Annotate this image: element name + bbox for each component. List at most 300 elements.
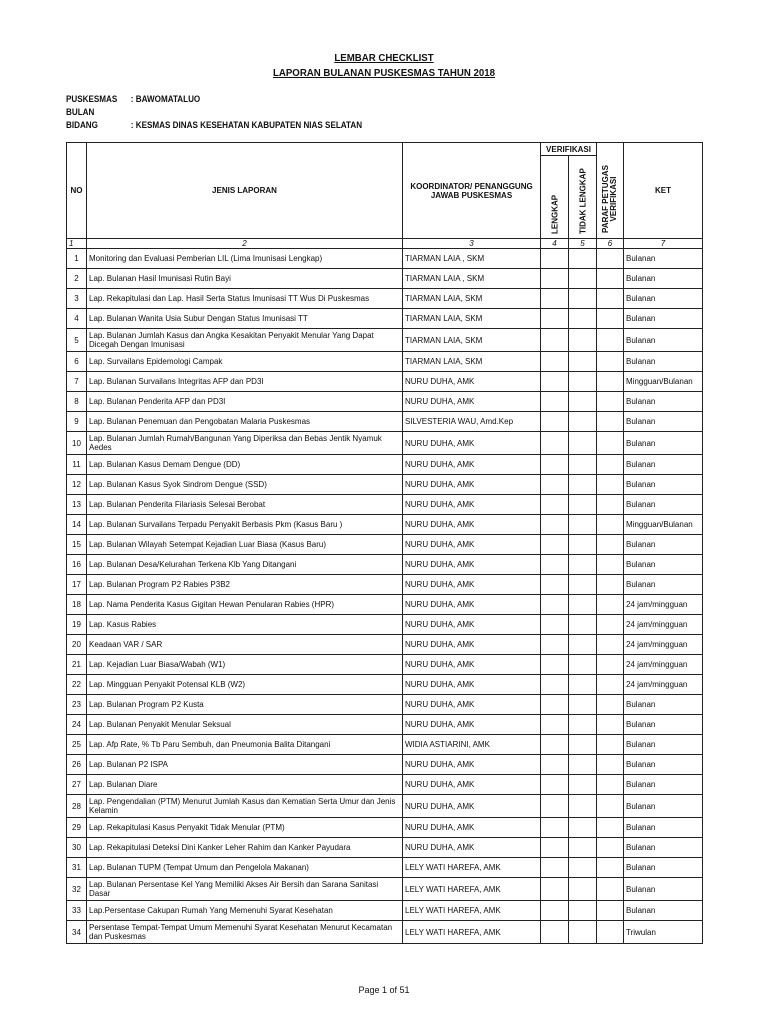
row-number: 20 (67, 635, 87, 655)
row-ket: Bulanan (624, 555, 703, 575)
row-lengkap-cell[interactable] (541, 735, 569, 755)
table-row (67, 818, 703, 838)
row-tidak-lengkap-cell[interactable] (569, 715, 597, 735)
row-jenis-laporan: Keadaan VAR / SAR (87, 635, 403, 655)
row-lengkap-cell[interactable] (541, 432, 569, 455)
row-lengkap-cell[interactable] (541, 249, 569, 269)
row-paraf-cell[interactable] (597, 575, 624, 595)
row-koordinator: NURU DUHA, AMK (403, 635, 541, 655)
row-tidak-lengkap-cell[interactable] (569, 372, 597, 392)
row-koordinator: TIARMAN LAIA, SKM (403, 352, 541, 372)
row-paraf-cell[interactable] (597, 775, 624, 795)
row-ket: Bulanan (624, 735, 703, 755)
row-paraf-cell[interactable] (597, 392, 624, 412)
row-tidak-lengkap-cell[interactable] (569, 878, 597, 901)
row-number: 30 (67, 838, 87, 858)
table-row (67, 695, 703, 715)
row-paraf-cell[interactable] (597, 412, 624, 432)
table-row (67, 432, 703, 455)
row-jenis-laporan: Persentase Tempat-Tempat Umum Memenuhi Syarat Kesehatan Menurut Kecamatan dan Puskesmas (87, 921, 403, 944)
table-row (67, 615, 703, 635)
row-ket: Bulanan (624, 329, 703, 352)
header-tidak-lengkap-label: TIDAK LENGKAP (578, 168, 587, 234)
row-jenis-laporan: Lap. Bulanan Kasus Demam Dengue (DD) (87, 455, 403, 475)
row-lengkap-cell[interactable] (541, 595, 569, 615)
row-jenis-laporan: Lap. Bulanan Desa/Kelurahan Terkena Klb Yang Ditangani (87, 555, 403, 575)
row-ket: Bulanan (624, 535, 703, 555)
table-row (67, 495, 703, 515)
row-number: 3 (67, 289, 87, 309)
row-lengkap-cell[interactable] (541, 715, 569, 735)
row-tidak-lengkap-cell[interactable] (569, 858, 597, 878)
header-koordinator: KOORDINATOR/ PENANGGUNG JAWAB PUSKESMAS (403, 143, 541, 239)
row-ket: Bulanan (624, 575, 703, 595)
row-lengkap-cell[interactable] (541, 695, 569, 715)
row-koordinator: NURU DUHA, AMK (403, 675, 541, 695)
table-row (67, 858, 703, 878)
row-paraf-cell[interactable] (597, 555, 624, 575)
row-jenis-laporan: Lap. Bulanan TUPM (Tempat Umum dan Pengelola Makanan) (87, 858, 403, 878)
row-lengkap-cell[interactable] (541, 309, 569, 329)
table-row (67, 635, 703, 655)
row-jenis-laporan: Lap.Persentase Cakupan Rumah Yang Memenuhi Syarat Kesehatan (87, 901, 403, 921)
row-tidak-lengkap-cell[interactable] (569, 289, 597, 309)
row-lengkap-cell[interactable] (541, 675, 569, 695)
row-jenis-laporan: Lap. Kasus Rabies (87, 615, 403, 635)
row-lengkap-cell[interactable] (541, 289, 569, 309)
row-koordinator: NURU DUHA, AMK (403, 715, 541, 735)
info-label: BIDANG (66, 120, 98, 130)
table-row (67, 535, 703, 555)
row-number: 16 (67, 555, 87, 575)
column-index-row (67, 239, 703, 249)
row-ket: 24 jam/mingguan (624, 655, 703, 675)
column-index: 1 (67, 239, 87, 249)
table-row (67, 289, 703, 309)
row-lengkap-cell[interactable] (541, 755, 569, 775)
row-number: 26 (67, 755, 87, 775)
row-tidak-lengkap-cell[interactable] (569, 392, 597, 412)
row-jenis-laporan: Lap. Bulanan Penyakit Menular Seksual (87, 715, 403, 735)
row-tidak-lengkap-cell[interactable] (569, 535, 597, 555)
row-paraf-cell[interactable] (597, 595, 624, 615)
row-paraf-cell[interactable] (597, 818, 624, 838)
row-koordinator: NURU DUHA, AMK (403, 555, 541, 575)
row-tidak-lengkap-cell[interactable] (569, 329, 597, 352)
row-number: 28 (67, 795, 87, 818)
table-row (67, 655, 703, 675)
row-paraf-cell[interactable] (597, 372, 624, 392)
row-lengkap-cell[interactable] (541, 795, 569, 818)
row-jenis-laporan: Lap. Bulanan Wanita Usia Subur Dengan Status Imunisasi TT (87, 309, 403, 329)
row-paraf-cell[interactable] (597, 838, 624, 858)
table-row (67, 392, 703, 412)
table-row (67, 412, 703, 432)
row-jenis-laporan: Lap. Bulanan Jumlah Rumah/Bangunan Yang Diperiksa dan Bebas Jentik Nyamuk Aedes (87, 432, 403, 455)
row-paraf-cell[interactable] (597, 249, 624, 269)
table-row (67, 735, 703, 755)
row-number: 34 (67, 921, 87, 944)
row-lengkap-cell[interactable] (541, 635, 569, 655)
row-lengkap-cell[interactable] (541, 329, 569, 352)
row-jenis-laporan: Lap. Rekapitulasi Deteksi Dini Kanker Leher Rahim dan Kanker Payudara (87, 838, 403, 858)
row-jenis-laporan: Lap. Bulanan Jumlah Kasus dan Angka Kesakitan Penyakit Menular Yang Dapat Dicegah Dengan Imunisasi (87, 329, 403, 352)
row-number: 24 (67, 715, 87, 735)
table-row (67, 921, 703, 944)
row-tidak-lengkap-cell[interactable] (569, 269, 597, 289)
row-lengkap-cell[interactable] (541, 535, 569, 555)
row-koordinator: NURU DUHA, AMK (403, 695, 541, 715)
row-paraf-cell[interactable] (597, 858, 624, 878)
row-jenis-laporan: Lap. Bulanan Survailans Integritas AFP dan PD3I (87, 372, 403, 392)
row-number: 15 (67, 535, 87, 555)
row-lengkap-cell[interactable] (541, 818, 569, 838)
row-ket: Mingguan/Bulanan (624, 515, 703, 535)
column-index: 4 (541, 239, 569, 249)
table-row (67, 901, 703, 921)
header-paraf-label: PARAF PETUGAS VERIFIKASI (601, 165, 618, 233)
row-paraf-cell[interactable] (597, 615, 624, 635)
row-number: 29 (67, 818, 87, 838)
header-tidak-lengkap (569, 156, 597, 239)
info-label: PUSKESMAS (66, 94, 118, 104)
row-koordinator: TIARMAN LAIA, SKM (403, 309, 541, 329)
row-number: 19 (67, 615, 87, 635)
row-number: 7 (67, 372, 87, 392)
row-koordinator: NURU DUHA, AMK (403, 655, 541, 675)
row-tidak-lengkap-cell[interactable] (569, 515, 597, 535)
row-number: 23 (67, 695, 87, 715)
row-jenis-laporan: Lap. Bulanan Program P2 Rabies P3B2 (87, 575, 403, 595)
row-jenis-laporan: Lap. Pengendalian (PTM) Menurut Jumlah Kasus dan Kematian Serta Umur dan Jenis Kelamin (87, 795, 403, 818)
row-koordinator: NURU DUHA, AMK (403, 795, 541, 818)
column-index: 6 (597, 239, 624, 249)
row-ket: Bulanan (624, 795, 703, 818)
row-koordinator: NURU DUHA, AMK (403, 475, 541, 495)
row-number: 21 (67, 655, 87, 675)
row-lengkap-cell[interactable] (541, 412, 569, 432)
table-row (67, 878, 703, 901)
row-paraf-cell[interactable] (597, 309, 624, 329)
row-tidak-lengkap-cell[interactable] (569, 775, 597, 795)
column-index: 7 (624, 239, 703, 249)
row-number: 11 (67, 455, 87, 475)
row-lengkap-cell[interactable] (541, 352, 569, 372)
row-ket: Bulanan (624, 818, 703, 838)
table-row (67, 575, 703, 595)
row-paraf-cell[interactable] (597, 289, 624, 309)
table-row (67, 352, 703, 372)
row-ket: Bulanan (624, 432, 703, 455)
row-lengkap-cell[interactable] (541, 495, 569, 515)
row-tidak-lengkap-cell[interactable] (569, 555, 597, 575)
row-paraf-cell[interactable] (597, 515, 624, 535)
checklist-rows (67, 249, 703, 944)
row-paraf-cell[interactable] (597, 269, 624, 289)
row-number: 18 (67, 595, 87, 615)
row-koordinator: NURU DUHA, AMK (403, 595, 541, 615)
row-lengkap-cell[interactable] (541, 392, 569, 412)
row-jenis-laporan: Lap. Bulanan Program P2 Kusta (87, 695, 403, 715)
row-paraf-cell[interactable] (597, 535, 624, 555)
row-number: 31 (67, 858, 87, 878)
row-number: 22 (67, 675, 87, 695)
row-paraf-cell[interactable] (597, 495, 624, 515)
row-number: 10 (67, 432, 87, 455)
table-row (67, 838, 703, 858)
row-lengkap-cell[interactable] (541, 475, 569, 495)
table-row (67, 755, 703, 775)
row-koordinator: NURU DUHA, AMK (403, 455, 541, 475)
row-tidak-lengkap-cell[interactable] (569, 735, 597, 755)
row-koordinator: NURU DUHA, AMK (403, 372, 541, 392)
row-paraf-cell[interactable] (597, 329, 624, 352)
row-lengkap-cell[interactable] (541, 901, 569, 921)
row-ket: Bulanan (624, 475, 703, 495)
row-tidak-lengkap-cell[interactable] (569, 615, 597, 635)
row-paraf-cell[interactable] (597, 795, 624, 818)
row-tidak-lengkap-cell[interactable] (569, 921, 597, 944)
row-ket: Bulanan (624, 289, 703, 309)
row-number: 8 (67, 392, 87, 412)
document-subtitle: LAPORAN BULANAN PUSKESMAS TAHUN 2018 (272, 67, 496, 79)
row-koordinator: SILVESTERIA WAU, Amd.Kep (403, 412, 541, 432)
checklist-table (66, 142, 703, 944)
row-koordinator: NURU DUHA, AMK (403, 495, 541, 515)
row-tidak-lengkap-cell[interactable] (569, 901, 597, 921)
row-ket: Bulanan (624, 412, 703, 432)
row-tidak-lengkap-cell[interactable] (569, 695, 597, 715)
row-ket: Bulanan (624, 838, 703, 858)
row-tidak-lengkap-cell[interactable] (569, 495, 597, 515)
row-ket: 24 jam/mingguan (624, 615, 703, 635)
row-koordinator: WIDIA ASTIARINI, AMK (403, 735, 541, 755)
header-ket: KET (624, 143, 703, 239)
row-ket: Bulanan (624, 352, 703, 372)
row-koordinator: TIARMAN LAIA, SKM (403, 289, 541, 309)
info-value: : BAWOMATALUO (130, 94, 201, 104)
table-row (67, 329, 703, 352)
row-jenis-laporan: Lap. Survailans Epidemologi Campak (87, 352, 403, 372)
row-tidak-lengkap-cell[interactable] (569, 655, 597, 675)
row-paraf-cell[interactable] (597, 735, 624, 755)
row-ket: Bulanan (624, 309, 703, 329)
table-row (67, 795, 703, 818)
row-paraf-cell[interactable] (597, 655, 624, 675)
column-index: 2 (87, 239, 403, 249)
table-row (67, 775, 703, 795)
row-ket: 24 jam/mingguan (624, 595, 703, 615)
row-tidak-lengkap-cell[interactable] (569, 795, 597, 818)
table-row (67, 515, 703, 535)
row-tidak-lengkap-cell[interactable] (569, 575, 597, 595)
row-jenis-laporan: Lap. Rekapitulasi Kasus Penyakit Tidak Menular (PTM) (87, 818, 403, 838)
row-tidak-lengkap-cell[interactable] (569, 309, 597, 329)
row-ket: 24 jam/mingguan (624, 635, 703, 655)
row-lengkap-cell[interactable] (541, 838, 569, 858)
row-ket: Bulanan (624, 858, 703, 878)
row-ket: Mingguan/Bulanan (624, 372, 703, 392)
row-jenis-laporan: Lap. Bulanan Persentase Kel Yang Memiliki Akses Air Bersih dan Sarana Sanitasi Dasar (87, 878, 403, 901)
row-number: 1 (67, 249, 87, 269)
row-ket: Bulanan (624, 878, 703, 901)
row-paraf-cell[interactable] (597, 635, 624, 655)
row-jenis-laporan: Lap. Bulanan Penderita AFP dan PD3I (87, 392, 403, 412)
row-ket: Bulanan (624, 455, 703, 475)
row-number: 32 (67, 878, 87, 901)
row-jenis-laporan: Lap. Kejadian Luar Biasa/Wabah (W1) (87, 655, 403, 675)
row-lengkap-cell[interactable] (541, 921, 569, 944)
info-bulan (66, 107, 131, 117)
row-paraf-cell[interactable] (597, 455, 624, 475)
row-number: 13 (67, 495, 87, 515)
row-koordinator: NURU DUHA, AMK (403, 392, 541, 412)
row-koordinator: NURU DUHA, AMK (403, 432, 541, 455)
row-number: 14 (67, 515, 87, 535)
row-ket: Bulanan (624, 392, 703, 412)
row-ket: Triwulan (624, 921, 703, 944)
column-index: 3 (403, 239, 541, 249)
row-tidak-lengkap-cell[interactable] (569, 595, 597, 615)
row-jenis-laporan: Lap. Bulanan Wilayah Setempat Kejadian Luar Biasa (Kasus Baru) (87, 535, 403, 555)
row-jenis-laporan: Lap. Nama Penderita Kasus Gigitan Hewan Penularan Rabies (HPR) (87, 595, 403, 615)
table-row (67, 595, 703, 615)
row-ket: Bulanan (624, 715, 703, 735)
info-bidang (66, 120, 362, 130)
row-paraf-cell[interactable] (597, 755, 624, 775)
table-row (67, 269, 703, 289)
page-footer: Page 1 of 51 (358, 985, 410, 995)
row-jenis-laporan: Lap. Bulanan Hasil Imunisasi Rutin Bayi (87, 269, 403, 289)
row-lengkap-cell[interactable] (541, 455, 569, 475)
row-tidak-lengkap-cell[interactable] (569, 412, 597, 432)
row-jenis-laporan: Lap. Bulanan Survailans Terpadu Penyakit Berbasis Pkm (Kasus Baru ) (87, 515, 403, 535)
table-row (67, 249, 703, 269)
row-jenis-laporan: Lap. Bulanan Penemuan dan Pengobatan Malaria Puskesmas (87, 412, 403, 432)
row-koordinator: TIARMAN LAIA , SKM (403, 269, 541, 289)
row-paraf-cell[interactable] (597, 352, 624, 372)
row-lengkap-cell[interactable] (541, 575, 569, 595)
row-tidak-lengkap-cell[interactable] (569, 755, 597, 775)
header-no: NO (67, 143, 87, 239)
row-tidak-lengkap-cell[interactable] (569, 432, 597, 455)
row-tidak-lengkap-cell[interactable] (569, 838, 597, 858)
row-number: 6 (67, 352, 87, 372)
row-koordinator: NURU DUHA, AMK (403, 615, 541, 635)
row-koordinator: NURU DUHA, AMK (403, 818, 541, 838)
row-ket: Bulanan (624, 695, 703, 715)
row-paraf-cell[interactable] (597, 695, 624, 715)
row-paraf-cell[interactable] (597, 921, 624, 944)
row-paraf-cell[interactable] (597, 432, 624, 455)
row-lengkap-cell[interactable] (541, 775, 569, 795)
row-tidak-lengkap-cell[interactable] (569, 818, 597, 838)
document-title: LEMBAR CHECKLIST (334, 52, 434, 64)
row-lengkap-cell[interactable] (541, 555, 569, 575)
row-number: 9 (67, 412, 87, 432)
row-koordinator: NURU DUHA, AMK (403, 775, 541, 795)
table-row (67, 309, 703, 329)
row-lengkap-cell[interactable] (541, 615, 569, 635)
row-lengkap-cell[interactable] (541, 858, 569, 878)
row-lengkap-cell[interactable] (541, 878, 569, 901)
row-koordinator: LELY WATI HAREFA, AMK (403, 858, 541, 878)
row-ket: Bulanan (624, 901, 703, 921)
row-tidak-lengkap-cell[interactable] (569, 475, 597, 495)
row-jenis-laporan: Lap. Rekapitulasi dan Lap. Hasil Serta Status Imunisasi TT Wus Di Puskesmas (87, 289, 403, 309)
row-jenis-laporan: Lap. Bulanan Kasus Syok Sindrom Dengue (SSD) (87, 475, 403, 495)
row-paraf-cell[interactable] (597, 901, 624, 921)
row-ket: Bulanan (624, 269, 703, 289)
row-koordinator: LELY WATI HAREFA, AMK (403, 901, 541, 921)
row-koordinator: NURU DUHA, AMK (403, 838, 541, 858)
row-ket: Bulanan (624, 249, 703, 269)
row-number: 2 (67, 269, 87, 289)
row-koordinator: TIARMAN LAIA , SKM (403, 249, 541, 269)
table-row (67, 555, 703, 575)
table-row (67, 475, 703, 495)
row-number: 4 (67, 309, 87, 329)
row-jenis-laporan: Monitoring dan Evaluasi Pemberian LIL (Lima Imunisasi Lengkap) (87, 249, 403, 269)
row-ket: 24 jam/mingguan (624, 675, 703, 695)
row-koordinator: LELY WATI HAREFA, AMK (403, 878, 541, 901)
row-ket: Bulanan (624, 755, 703, 775)
row-tidak-lengkap-cell[interactable] (569, 249, 597, 269)
row-lengkap-cell[interactable] (541, 515, 569, 535)
table-row (67, 372, 703, 392)
row-koordinator: NURU DUHA, AMK (403, 755, 541, 775)
row-number: 27 (67, 775, 87, 795)
table-row (67, 675, 703, 695)
row-koordinator: LELY WATI HAREFA, AMK (403, 921, 541, 944)
row-ket: Bulanan (624, 495, 703, 515)
row-number: 25 (67, 735, 87, 755)
row-koordinator: NURU DUHA, AMK (403, 515, 541, 535)
header-verifikasi: VERIFIKASI (541, 143, 597, 156)
row-paraf-cell[interactable] (597, 675, 624, 695)
row-number: 17 (67, 575, 87, 595)
header-jenis-laporan: JENIS LAPORAN (87, 143, 403, 239)
row-jenis-laporan: Lap. Bulanan Penderita Filariasis Selesai Berobat (87, 495, 403, 515)
info-label: BULAN (66, 107, 95, 117)
header-lengkap-label: LENGKAP (550, 194, 559, 234)
row-koordinator: TIARMAN LAIA, SKM (403, 329, 541, 352)
row-number: 33 (67, 901, 87, 921)
row-paraf-cell[interactable] (597, 878, 624, 901)
row-lengkap-cell[interactable] (541, 269, 569, 289)
row-tidak-lengkap-cell[interactable] (569, 455, 597, 475)
row-lengkap-cell[interactable] (541, 372, 569, 392)
column-index: 5 (569, 239, 597, 249)
table-row (67, 715, 703, 735)
row-koordinator: NURU DUHA, AMK (403, 575, 541, 595)
row-jenis-laporan: Lap. Afp Rate, % Tb Paru Sembuh, dan Pneumonia Balita Ditangani (87, 735, 403, 755)
row-paraf-cell[interactable] (597, 715, 624, 735)
info-value: : KESMAS DINAS KESEHATAN KABUPATEN NIAS SELATAN (130, 120, 363, 130)
row-tidak-lengkap-cell[interactable] (569, 675, 597, 695)
row-jenis-laporan: Lap. Bulanan P2 ISPA (87, 755, 403, 775)
header-lengkap (541, 156, 569, 239)
row-paraf-cell[interactable] (597, 475, 624, 495)
row-ket: Bulanan (624, 775, 703, 795)
row-number: 12 (67, 475, 87, 495)
row-number: 5 (67, 329, 87, 352)
row-jenis-laporan: Lap. Bulanan Diare (87, 775, 403, 795)
row-tidak-lengkap-cell[interactable] (569, 352, 597, 372)
header-paraf (597, 143, 624, 239)
row-lengkap-cell[interactable] (541, 655, 569, 675)
row-tidak-lengkap-cell[interactable] (569, 635, 597, 655)
